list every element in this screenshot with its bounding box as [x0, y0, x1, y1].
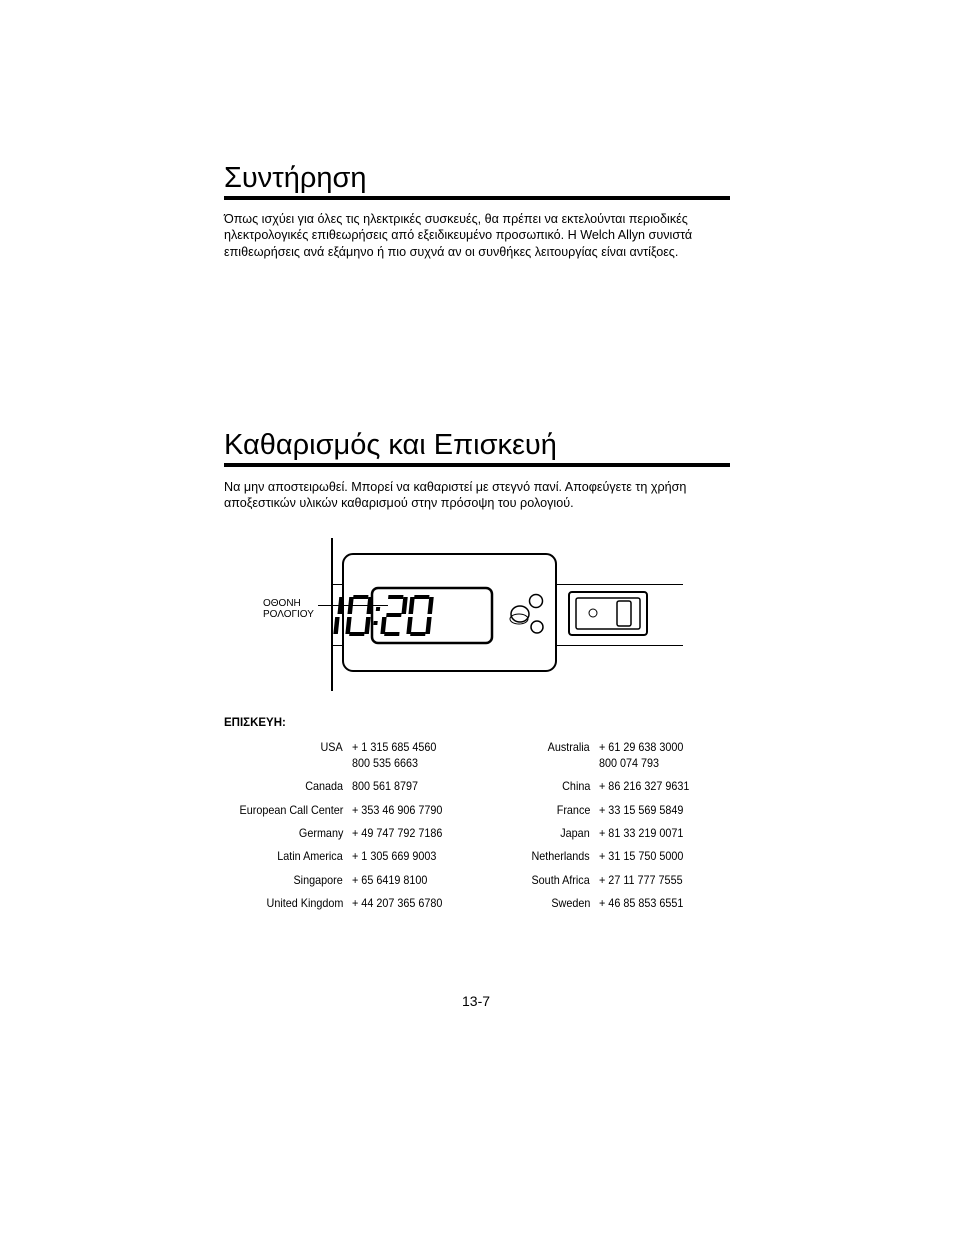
maintenance-line: επιθεωρήσεις ανά εξάμηνο ή πιο συχνά αν οι συνθήκες λειτουργίας είναι αντίξοες. [224, 244, 679, 259]
contact-country: European Call Center [239, 803, 343, 817]
contact-country: Netherlands [531, 849, 590, 863]
contact-number: + 46 85 853 6551 [599, 896, 684, 910]
contact-country: Canada [305, 779, 343, 793]
callout-label [263, 598, 314, 620]
contact-country: Latin America [277, 849, 343, 863]
contact-numbers [599, 849, 683, 865]
contact-numbers [599, 740, 683, 771]
maintenance-line: Όπως ισχύει για όλες τις ηλεκτρικές συσκευές, θα πρέπει να εκτελούνται περιοδικές [224, 212, 688, 226]
contact-country: France [556, 803, 590, 817]
cleaning-line: αποξεστικών υλικών καθαρισμού στην πρόσοψη του ρολογιού. [224, 496, 574, 511]
contact-number: + 49 747 792 7186 [352, 826, 443, 840]
contact-country: Sweden [550, 896, 590, 910]
contact-country: United Kingdom [266, 896, 343, 910]
cleaning-paragraph [224, 479, 686, 512]
contact-number: + 81 33 219 0071 [599, 826, 684, 840]
contact-number: + 1 305 669 9003 [352, 849, 437, 863]
cleaning-heading-rule [224, 463, 730, 467]
contact-number: + 353 46 906 7790 [352, 803, 443, 817]
clock-button-icon [531, 621, 543, 633]
contact-row [224, 849, 694, 865]
contact-number: 800 074 793 [599, 755, 660, 770]
page-number: 13-7 [462, 993, 491, 1009]
contact-number: + 44 207 365 6780 [352, 896, 443, 910]
contact-number: + 86 216 327 9631 [599, 779, 690, 793]
contact-numbers [599, 896, 683, 912]
contact-row [224, 896, 694, 912]
contact-row [224, 779, 694, 795]
contact-number: + 31 15 750 5000 [599, 849, 684, 863]
cleaning-heading: Καθαρισμός και Επισκευή [224, 429, 557, 461]
contact-country: Australia [547, 740, 590, 754]
contact-number: + 65 6419 8100 [352, 873, 428, 887]
contact-numbers [599, 873, 683, 889]
contact-country: Japan [560, 826, 590, 840]
power-switch-icon [569, 592, 647, 635]
service-contacts [224, 740, 704, 920]
maintenance-heading-rule [224, 196, 730, 200]
contact-number: 800 561 8797 [352, 779, 419, 793]
contact-number: + 33 15 569 5849 [599, 803, 684, 817]
clock-button-icon [530, 595, 543, 608]
maintenance-line: ηλεκτρολογικές επιθεωρήσεις από εξειδικευμένο προσωπικό. Η Welch Allyn συνιστά [224, 228, 693, 243]
contact-country: Singapore [293, 873, 343, 887]
contact-row [224, 826, 694, 842]
contact-numbers [599, 803, 683, 819]
clock-unit-icon [333, 554, 556, 671]
contact-numbers [599, 779, 689, 795]
cleaning-line: Να μην αποστειρωθεί. Μπορεί να καθαριστεί με στεγνό πανί. Αποφεύγετε τη χρήση [224, 480, 687, 494]
service-heading: ΕΠΙΣΚΕΥΗ: [224, 717, 286, 729]
callout-label-line: ΟΘΟΝΗ [263, 598, 301, 609]
maintenance-heading: Συντήρηση [224, 162, 367, 194]
contact-number: + 1 315 685 4560 [352, 740, 437, 754]
contact-number: + 61 29 638 3000 [599, 740, 684, 754]
callout-label-line: ΡΟΛΟΓΙΟΥ [263, 609, 314, 620]
contact-country: China [561, 779, 590, 793]
contact-country: South Africa [531, 873, 590, 887]
clock-figure [250, 535, 690, 695]
contact-country: Germany [298, 826, 343, 840]
contact-numbers [599, 826, 683, 842]
contact-row [224, 873, 694, 889]
contact-number: + 27 11 777 7555 [599, 873, 683, 887]
contact-country: USA [320, 740, 343, 754]
contact-row [224, 803, 694, 819]
contact-number: 800 535 6663 [352, 755, 419, 770]
maintenance-paragraph [224, 211, 692, 260]
